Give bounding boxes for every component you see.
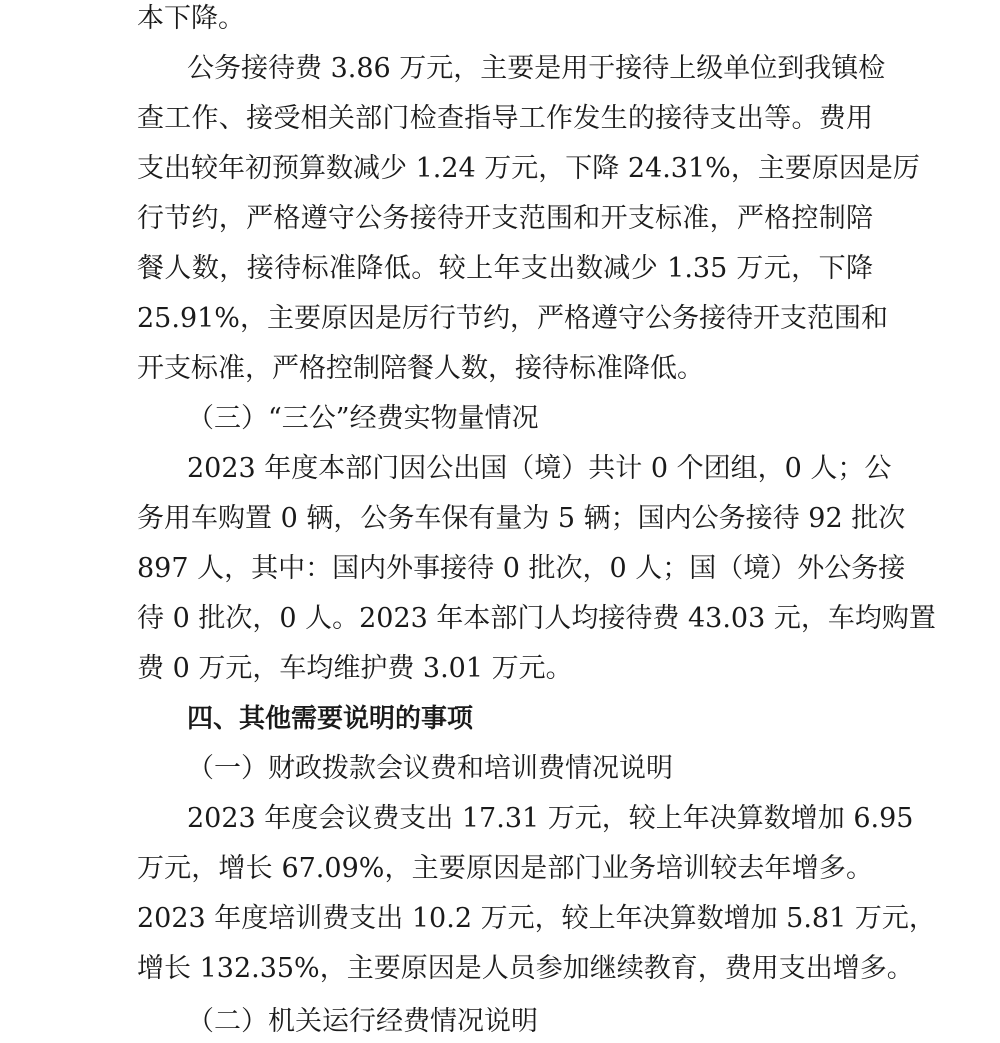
paragraph-line: 查工作、接受相关部门检查指导工作发生的接待支出等。费用 <box>137 103 873 134</box>
paragraph-line: 开支标准，严格控制陪餐人数，接待标准降低。 <box>137 353 704 384</box>
paragraph-line: 费 0 万元，车均维护费 3.01 万元。 <box>137 653 573 684</box>
paragraph-line: 25.91%，主要原因是厉行节约，严格遵守公务接待开支范围和 <box>137 303 888 334</box>
chapter-heading: 四、其他需要说明的事项 <box>187 704 474 734</box>
paragraph-line: 万元，增长 67.09%，主要原因是部门业务培训较去年增多。 <box>137 853 873 884</box>
paragraph-line: 增长 132.35%，主要原因是人员参加继续教育，费用支出增多。 <box>137 953 914 984</box>
paragraph-line: 本下降。 <box>137 3 245 34</box>
section-heading: （二）机关运行经费情况说明 <box>187 1006 538 1037</box>
section-heading: （三）“三公”经费实物量情况 <box>187 403 539 434</box>
paragraph-line: 支出较年初预算数减少 1.24 万元，下降 24.31%，主要原因是厉 <box>137 153 920 184</box>
section-heading: （一）财政拨款会议费和培训费情况说明 <box>187 753 673 784</box>
paragraph-line: 2023 年度培训费支出 10.2 万元，较上年决算数增加 5.81 万元， <box>137 903 936 934</box>
paragraph-line: 待 0 批次，0 人。2023 年本部门人均接待费 43.03 元，车均购置 <box>137 603 936 634</box>
paragraph-line: 行节约，严格遵守公务接待开支范围和开支标准，严格控制陪 <box>137 203 873 234</box>
paragraph-line: 2023 年度会议费支出 17.31 万元，较上年决算数增加 6.95 <box>187 803 914 834</box>
paragraph-line: 897 人，其中：国内外事接待 0 批次，0 人；国（境）外公务接 <box>137 553 906 584</box>
paragraph-line: 公务接待费 3.86 万元，主要是用于接待上级单位到我镇检 <box>187 53 886 84</box>
paragraph-line: 务用车购置 0 辆，公务车保有量为 5 辆；国内公务接待 92 批次 <box>137 503 906 534</box>
paragraph-line: 2023 年度本部门因公出国（境）共计 0 个团组，0 人；公 <box>187 453 892 484</box>
paragraph-line: 餐人数，接待标准降低。较上年支出数减少 1.35 万元，下降 <box>137 253 873 284</box>
